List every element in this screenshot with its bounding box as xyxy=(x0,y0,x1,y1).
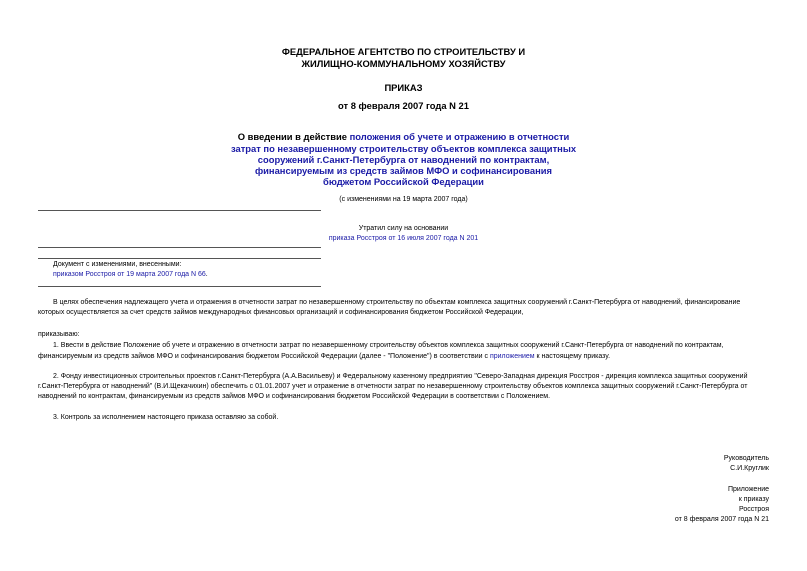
paragraph-2-line3: наводнений по контрактам, финансируемым из средств займов МФО и софинансирования бюджетом Российской Федерации в соответствии с Положением. xyxy=(38,393,551,400)
document-type: ПРИКАЗ xyxy=(384,82,423,93)
title-link-line5[interactable]: бюджетом Российской Федерации xyxy=(323,176,484,187)
appendix-label: Приложение xyxy=(727,486,769,493)
signature-name: С.И.Круглик xyxy=(730,465,769,472)
title-link-line4[interactable]: финансируемым из средств займов МФО и софинансирования xyxy=(254,165,553,176)
appendix-link[interactable]: приложением xyxy=(489,353,535,360)
repeal-link[interactable]: приказа Росстроя от 16 июля 2007 года N 201 xyxy=(328,235,479,242)
divider-top xyxy=(38,210,321,211)
intro-line2: которых осуществляется за счет средств займов международных финансовых организаций и софинансирования бюджетом Российской Федерации, xyxy=(38,309,524,316)
changes-suffix: . xyxy=(205,271,208,278)
intro-line1: В целях обеспечения надлежащего учета и отражения в отчетности затрат по незавершенному строительству по объектам комплекса защитных сооружений г.Санкт-Петербурга от наводнений, финансирование xyxy=(53,299,741,306)
paragraph-3: 3. Контроль за исполнением настоящего приказа оставляю за собой. xyxy=(53,414,279,421)
paragraph-2-line2: г.Санкт-Петербурга от наводнений" (В.И.Щекачихин) обеспечить с 01.01.2007 учет и отражение в отчетности затрат по незавершенному строительству объектов комплекса защитных сооружений г.Санкт-Петербурга от xyxy=(38,383,748,390)
order-word: приказываю: xyxy=(38,331,80,338)
p1-text-post: к настоящему приказу. xyxy=(534,353,611,360)
amended-note: (с изменениями на 19 марта 2007 года) xyxy=(339,196,468,203)
agency-name-line2: ЖИЛИЩНО-КОММУНАЛЬНОМУ ХОЗЯЙСТВУ xyxy=(301,58,506,69)
signature-role: Руководитель xyxy=(723,455,769,462)
changes-link[interactable]: приказом Росстроя от 19 марта 2007 года N 66 xyxy=(53,271,206,278)
appendix-date: от 8 февраля 2007 года N 21 xyxy=(674,516,769,523)
paragraph-1-line1: 1. Ввести в действие Положение об учете и отражению в отчетности затрат по незавершенному строительству объектов комплекса защитных сооружений г.Санкт-Петербурга от наводнений по контрактам, xyxy=(53,342,724,349)
paragraph-1-line2 xyxy=(38,352,769,363)
p1-text-pre: финансируемым из средств займов МФО и софинансирования бюджетом Российской Федерации (далее - "Положение") в соответствии с xyxy=(38,353,490,360)
changes-line xyxy=(53,270,208,280)
divider-changes-top xyxy=(38,258,321,259)
divider-changes-bottom xyxy=(38,286,321,287)
title-link-line2[interactable]: затрат по незавершенному строительству объектов комплекса защитных xyxy=(230,143,577,154)
appendix-to-order: к приказу xyxy=(738,496,769,503)
appendix-agency: Росстроя xyxy=(738,506,769,513)
changes-label: Документ с изменениями, внесенными: xyxy=(53,261,182,268)
divider-middle xyxy=(38,247,321,248)
title-link-line1[interactable]: положения об учете и отражению в отчетности xyxy=(349,131,570,142)
paragraph-2-line1: 2. Фонду инвестиционных строительных проектов г.Санкт-Петербурга (А.А.Васильеву) и Федеральному казенному предприятию "Северо-Западная дирекция Росстроя - дирекция комплекса защитных сооружений xyxy=(53,373,748,380)
title-link-line3[interactable]: сооружений г.Санкт-Петербурга от наводнений по контрактам, xyxy=(257,154,550,165)
title-prefix: О введении в действие xyxy=(237,131,350,142)
repeal-note: Утратил силу на основании xyxy=(358,225,449,232)
document-title-line1 xyxy=(0,131,807,143)
document-date: от 8 февраля 2007 года N 21 xyxy=(338,100,469,111)
agency-name-line1: ФЕДЕРАЛЬНОЕ АГЕНТСТВО ПО СТРОИТЕЛЬСТВУ И xyxy=(281,46,526,57)
